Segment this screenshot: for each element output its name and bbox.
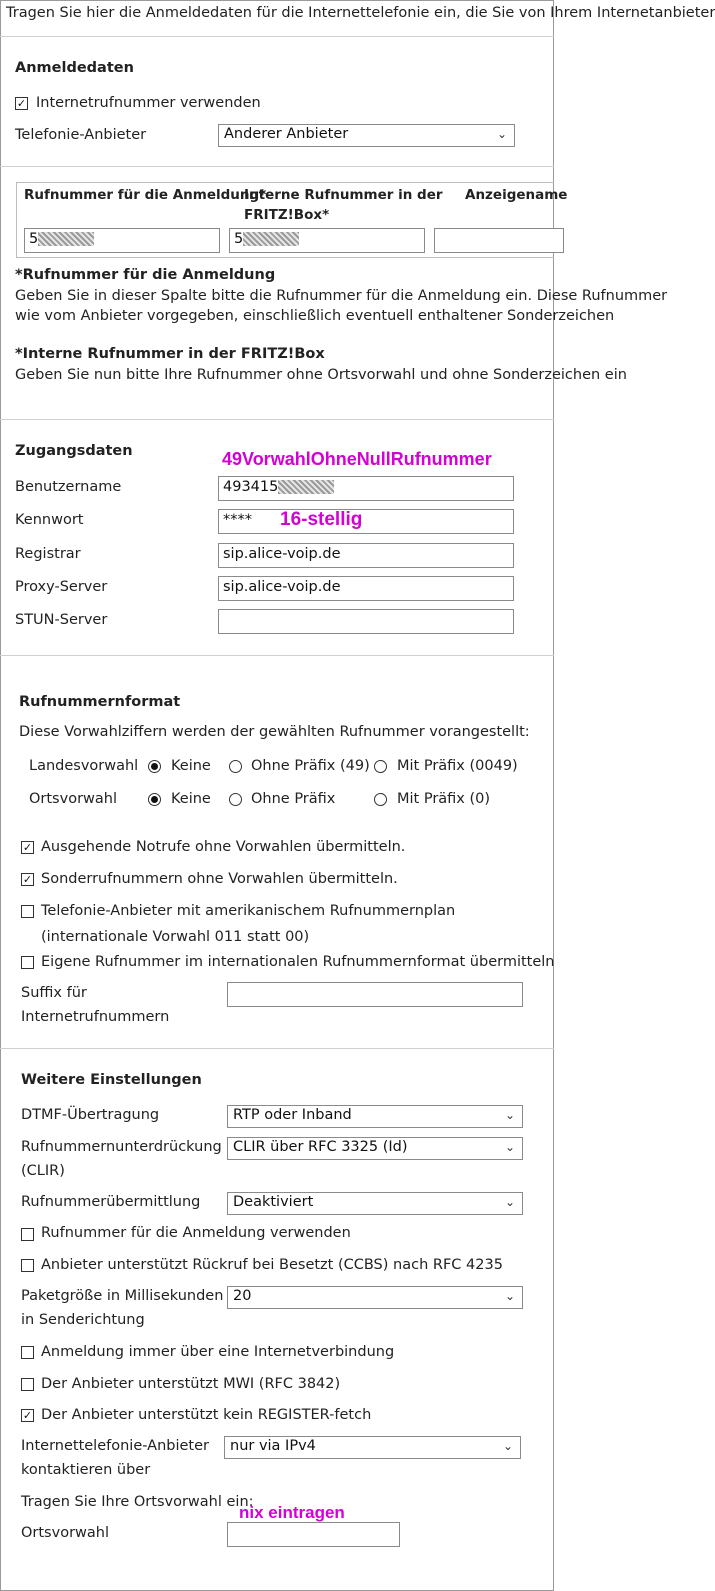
label-ortsvorwahl: Ortsvorwahl	[21, 1525, 109, 1541]
divider	[0, 419, 554, 420]
input-benutzername[interactable]	[218, 476, 514, 501]
input-registrar[interactable]: sip.alice-voip.de	[218, 543, 514, 568]
checkbox-international[interactable]	[21, 956, 34, 969]
label-clir-2: (CLIR)	[21, 1163, 65, 1179]
chevron-down-icon: ⌄	[504, 1108, 515, 1122]
label-amerikanisch-1: Telefonie-Anbieter mit amerikanischem Rufnummernplan	[41, 903, 456, 919]
label-rufnummer-anmeldung: Rufnummer für die Anmeldung verwenden	[41, 1225, 351, 1241]
input-interne-rufnummer-value: 5	[234, 231, 244, 247]
select-clir-value: CLIR über RFC 3325 (Id)	[233, 1139, 408, 1155]
label-landesvorwahl: Landesvorwahl	[29, 758, 139, 774]
checkbox-rufnummer-anmeldung[interactable]	[21, 1228, 34, 1241]
col-header-interne-rufnummer-2: FRITZ!Box*	[244, 207, 330, 223]
input-ortsvorwahl[interactable]	[227, 1522, 400, 1547]
label-notrufe: Ausgehende Notrufe ohne Vorwahlen übermitteln.	[41, 839, 406, 855]
label-international: Eigene Rufnummer im internationalen Rufnummernformat übermitteln	[41, 954, 555, 970]
label-landesvorwahl-mit-praefix: Mit Präfix (0049)	[397, 758, 518, 774]
chevron-down-icon: ⌄	[504, 1140, 515, 1154]
select-kontaktieren-value: nur via IPv4	[230, 1438, 316, 1454]
checkbox-notrufe[interactable]: ✓	[22, 841, 33, 854]
checkbox-register-fetch[interactable]: ✓	[22, 1409, 33, 1422]
radio-landesvorwahl-ohne-praefix[interactable]	[229, 760, 242, 773]
input-interne-rufnummer[interactable]	[229, 228, 425, 253]
input-stun-server[interactable]	[218, 609, 514, 634]
ortsvorwahl-prompt: Tragen Sie Ihre Ortsvorwahl ein:	[21, 1494, 254, 1510]
label-landesvorwahl-ohne-praefix: Ohne Präfix (49)	[251, 758, 370, 774]
label-suffix-2: Internetrufnummern	[21, 1009, 170, 1025]
label-clir-1: Rufnummernunterdrückung	[21, 1139, 222, 1155]
select-telefonie-anbieter[interactable]	[218, 124, 515, 147]
select-rufnummeruebermittlung-value: Deaktiviert	[233, 1194, 314, 1210]
footnote-2-line-1: Geben Sie nun bitte Ihre Rufnummer ohne Ortsvorwahl und ohne Sonderzeichen ein	[15, 367, 627, 383]
radio-landesvorwahl-keine[interactable]	[148, 760, 161, 773]
intro-text: Tragen Sie hier die Anmeldedaten für die Internettelefonie ein, die Sie von Ihrem Internetanbieter	[6, 5, 715, 21]
weitere-heading: Weitere Einstellungen	[21, 1072, 202, 1088]
label-registrar: Registrar	[15, 546, 81, 562]
label-anmeldung-immer: Anmeldung immer über eine Internetverbindung	[41, 1344, 395, 1360]
checkbox-sonderrufnummern[interactable]: ✓	[22, 873, 33, 886]
annotation-ortsvorwahl-hint: nix eintragen	[239, 1503, 345, 1522]
label-paketgroesse-2: in Senderichtung	[21, 1312, 145, 1328]
divider	[0, 655, 554, 656]
select-telefonie-anbieter-value: Anderer Anbieter	[224, 126, 349, 142]
chevron-down-icon: ⌄	[496, 127, 507, 141]
label-suffix-1: Suffix für	[21, 985, 87, 1001]
select-paketgroesse[interactable]	[227, 1286, 523, 1309]
footnote-1-title: *Rufnummer für die Anmeldung	[15, 267, 276, 283]
label-dtmf: DTMF-Übertragung	[21, 1107, 160, 1123]
label-kontaktieren-2: kontaktieren über	[21, 1462, 151, 1478]
input-rufnummer-anmeldung-value: 5	[29, 231, 39, 247]
label-register-fetch: Der Anbieter unterstützt kein REGISTER-fetch	[41, 1407, 372, 1423]
select-dtmf[interactable]	[227, 1105, 523, 1128]
radio-landesvorwahl-mit-praefix[interactable]	[374, 760, 387, 773]
input-suffix[interactable]	[227, 982, 523, 1007]
col-header-interne-rufnummer-1: Interne Rufnummer in der	[244, 187, 443, 203]
label-telefonie-anbieter: Telefonie-Anbieter	[15, 127, 147, 143]
divider	[0, 166, 554, 167]
radio-ortsvorwahl-ohne-praefix[interactable]	[229, 793, 242, 806]
label-ortsvorwahl-ohne-praefix: Ohne Präfix	[251, 791, 336, 807]
radio-ortsvorwahl-keine[interactable]	[148, 793, 161, 806]
checkbox-ccbs[interactable]	[21, 1259, 34, 1272]
label-benutzername: Benutzername	[15, 479, 122, 495]
label-internetrufnummer: Internetrufnummer verwenden	[36, 95, 261, 111]
label-kontaktieren-1: Internettelefonie-Anbieter	[21, 1438, 209, 1454]
redacted-blur	[278, 480, 334, 494]
checkbox-internetrufnummer[interactable]: ✓	[16, 97, 27, 110]
chevron-down-icon: ⌄	[504, 1195, 515, 1209]
redacted-blur	[38, 232, 94, 246]
chevron-down-icon: ⌄	[504, 1289, 515, 1303]
col-header-anzeigename: Anzeigename	[465, 187, 568, 203]
label-landesvorwahl-keine: Keine	[171, 758, 211, 774]
select-clir[interactable]	[227, 1137, 523, 1160]
label-kennwort: Kennwort	[15, 512, 84, 528]
checkbox-anmeldung-immer[interactable]	[21, 1346, 34, 1359]
annotation-username-hint: 49VorwahlOhneNullRufnummer	[222, 449, 492, 469]
label-paketgroesse-1: Paketgröße in Millisekunden	[21, 1288, 224, 1304]
label-rufnummeruebermittlung: Rufnummerübermittlung	[21, 1194, 201, 1210]
col-header-rufnummer: Rufnummer für die Anmeldung*	[24, 187, 267, 203]
rufnummernformat-description: Diese Vorwahlziffern werden der gewählten Rufnummer vorangestellt:	[19, 724, 530, 740]
annotation-password-hint: 16-stellig	[280, 509, 363, 530]
input-anzeigename[interactable]	[434, 228, 564, 253]
chevron-down-icon: ⌄	[502, 1439, 513, 1453]
checkbox-amerikanisch[interactable]	[21, 905, 34, 918]
radio-ortsvorwahl-mit-praefix[interactable]	[374, 793, 387, 806]
footnote-1-line-1: Geben Sie in dieser Spalte bitte die Rufnummer für die Anmeldung ein. Diese Rufnummer	[15, 288, 668, 304]
label-stun-server: STUN-Server	[15, 612, 108, 628]
divider	[0, 1048, 554, 1049]
label-ortsvorwahl-keine: Keine	[171, 791, 211, 807]
input-rufnummer-anmeldung[interactable]	[24, 228, 220, 253]
anmeldedaten-heading: Anmeldedaten	[15, 60, 134, 76]
label-ccbs: Anbieter unterstützt Rückruf bei Besetzt (CCBS) nach RFC 4235	[41, 1257, 503, 1273]
input-benutzername-value: 493415	[223, 479, 279, 495]
divider	[0, 36, 554, 37]
label-ortsvorwahl-format: Ortsvorwahl	[29, 791, 117, 807]
select-kontaktieren[interactable]	[224, 1436, 521, 1459]
input-proxy-server[interactable]: sip.alice-voip.de	[218, 576, 514, 601]
label-mwi: Der Anbieter unterstützt MWI (RFC 3842)	[41, 1376, 341, 1392]
select-rufnummeruebermittlung[interactable]	[227, 1192, 523, 1215]
footnote-1-line-2: wie vom Anbieter vorgegeben, einschließlich eventuell enthaltener Sonderzeichen	[15, 308, 615, 324]
input-kennwort[interactable]: ****	[218, 509, 514, 534]
redacted-blur	[243, 232, 299, 246]
label-amerikanisch-2: (internationale Vorwahl 011 statt 00)	[41, 929, 310, 945]
label-sonderrufnummern: Sonderrufnummern ohne Vorwahlen übermitteln.	[41, 871, 398, 887]
select-paketgroesse-value: 20	[233, 1288, 252, 1304]
select-dtmf-value: RTP oder Inband	[233, 1107, 352, 1123]
label-proxy-server: Proxy-Server	[15, 579, 108, 595]
footnote-2-title: *Interne Rufnummer in der FRITZ!Box	[15, 346, 325, 362]
zugangsdaten-heading: Zugangsdaten	[15, 443, 133, 459]
checkbox-mwi[interactable]	[21, 1378, 34, 1391]
label-ortsvorwahl-mit-praefix: Mit Präfix (0)	[397, 791, 491, 807]
rufnummernformat-heading: Rufnummernformat	[19, 694, 181, 710]
